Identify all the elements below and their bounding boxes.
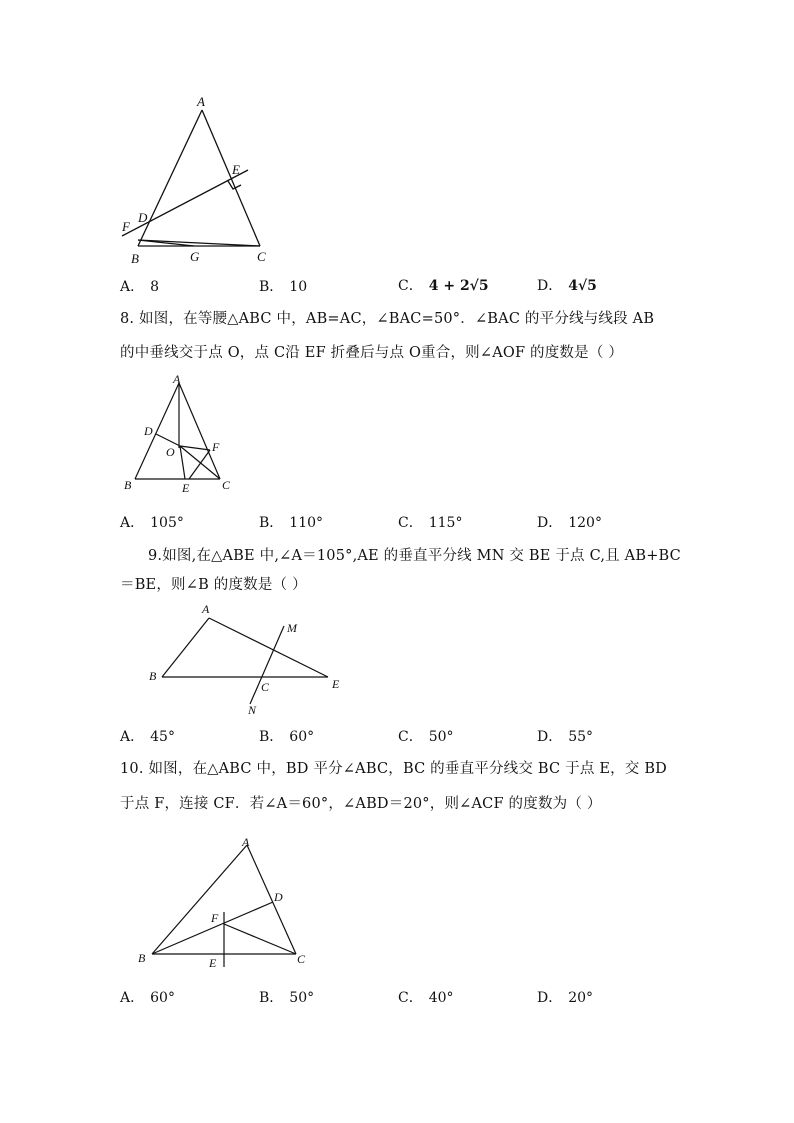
q7-option-a-letter: A． <box>120 279 145 295</box>
q8-option-d-letter: D． <box>537 515 563 531</box>
q9-option-a-letter: A． <box>120 729 145 745</box>
q9-option-d-text: 55° <box>568 729 594 745</box>
q9-label-N: N <box>248 703 257 717</box>
q9-label-B: B <box>149 669 157 683</box>
q7-label-G: G <box>190 249 200 264</box>
q9-label-C: C <box>261 680 270 694</box>
q7-option-c <box>398 275 489 295</box>
q8-option-a-text: 105° <box>150 515 184 531</box>
q8-stem-line1: 8. 如图，在等腰△ABC 中，AB=AC，∠BAC=50°．∠BAC 的平分线与线段 AB <box>120 311 655 327</box>
q8-option-c-text: 115° <box>428 515 463 531</box>
q10-label-C: C <box>297 952 306 966</box>
q7-option-d-letter: D． <box>537 278 563 294</box>
q10-option-c <box>398 987 454 1007</box>
q8-option-a <box>120 512 184 532</box>
q9-option-d <box>537 726 593 746</box>
q8-label-B: B <box>124 478 132 492</box>
q9-option-c-letter: C． <box>398 729 423 745</box>
q10-label-F: F <box>211 911 219 925</box>
q8-option-d-text: 120° <box>568 515 602 531</box>
q7-option-a-text: 8 <box>150 279 160 295</box>
q9-option-d-letter: D． <box>537 729 563 745</box>
q7-option-d <box>537 275 597 295</box>
q10-option-a <box>120 987 175 1007</box>
q10-option-c-text: 40° <box>428 990 454 1006</box>
q7-option-b <box>259 276 307 296</box>
q10-option-d-text: 20° <box>568 990 594 1006</box>
q10-option-a-text: 60° <box>150 990 175 1006</box>
q10-option-b <box>259 987 314 1007</box>
q8-option-c <box>398 512 462 532</box>
q7-label-A: A <box>197 94 205 109</box>
q7-label-C: C <box>257 249 266 264</box>
q7-label-D: D <box>138 210 148 225</box>
q8-label-O: O <box>166 445 175 459</box>
q10-label-E: E <box>209 956 217 970</box>
q10-label-B: B <box>138 951 146 965</box>
q10-option-b-text: 50° <box>289 990 315 1006</box>
q7-option-c-text: 4 + 2√5 <box>428 278 489 294</box>
q9-option-a-text: 45° <box>150 729 175 745</box>
q8-option-d <box>537 512 602 532</box>
q8-figure <box>118 368 248 498</box>
q8-option-c-letter: C． <box>398 515 423 531</box>
q8-label-F: F <box>212 440 220 454</box>
q10-option-d-letter: D． <box>537 990 563 1006</box>
q10-stem-line1: 10. 如图，在△ABC 中，BD 平分∠ABC，BC 的垂直平分线交 BC 于点 E，交 BD <box>120 761 667 777</box>
q9-stem-line2: ＝BE，则∠B 的度数是（ ） <box>120 577 307 593</box>
q10-label-D: D <box>274 890 283 904</box>
q8-label-D: D <box>144 424 153 438</box>
q9-option-a <box>120 726 175 746</box>
q7-option-b-letter: B． <box>259 279 284 295</box>
q8-label-A: A <box>173 372 181 386</box>
q10-label-A: A <box>242 835 250 849</box>
q8-option-a-letter: A． <box>120 515 145 531</box>
q10-stem-line2: 于点 F，连接 CF．若∠A＝60°，∠ABD＝20°，则∠ACF 的度数为（ ） <box>120 796 602 812</box>
q7-option-a <box>120 276 159 296</box>
q7-option-b-text: 10 <box>289 279 308 295</box>
q9-stem-line1: 9.如图,在△ABE 中,∠A＝105°,AE 的垂直平分线 MN 交 BE 于点 C,且 AB+BC <box>148 548 681 564</box>
q7-label-F: F <box>122 219 130 234</box>
q9-option-c-text: 50° <box>428 729 454 745</box>
q7-option-d-text: 4√5 <box>568 278 597 294</box>
q9-label-M: M <box>287 621 297 635</box>
q9-label-A: A <box>202 602 210 616</box>
q9-option-b <box>259 726 314 746</box>
q8-label-C: C <box>222 478 231 492</box>
q9-figure <box>140 598 360 718</box>
q7-figure <box>110 90 280 270</box>
q8-label-E: E <box>182 481 190 495</box>
q8-option-b-text: 110° <box>289 515 324 531</box>
q10-option-c-letter: C． <box>398 990 423 1006</box>
q10-option-b-letter: B． <box>259 990 284 1006</box>
q9-option-b-text: 60° <box>289 729 315 745</box>
q8-stem-line2: 的中垂线交于点 O，点 C沿 EF 折叠后与点 O重合，则∠AOF 的度数是（ ） <box>120 345 624 361</box>
q10-figure <box>130 830 330 980</box>
q7-label-E: E <box>232 162 240 177</box>
q10-option-a-letter: A． <box>120 990 145 1006</box>
q9-option-b-letter: B． <box>259 729 284 745</box>
q9-option-c <box>398 726 454 746</box>
q8-option-b-letter: B． <box>259 515 284 531</box>
q8-option-b <box>259 512 323 532</box>
q10-option-d <box>537 987 593 1007</box>
q7-label-B: B <box>131 251 139 266</box>
q7-option-c-letter: C． <box>398 278 423 294</box>
q9-label-E: E <box>332 677 340 691</box>
